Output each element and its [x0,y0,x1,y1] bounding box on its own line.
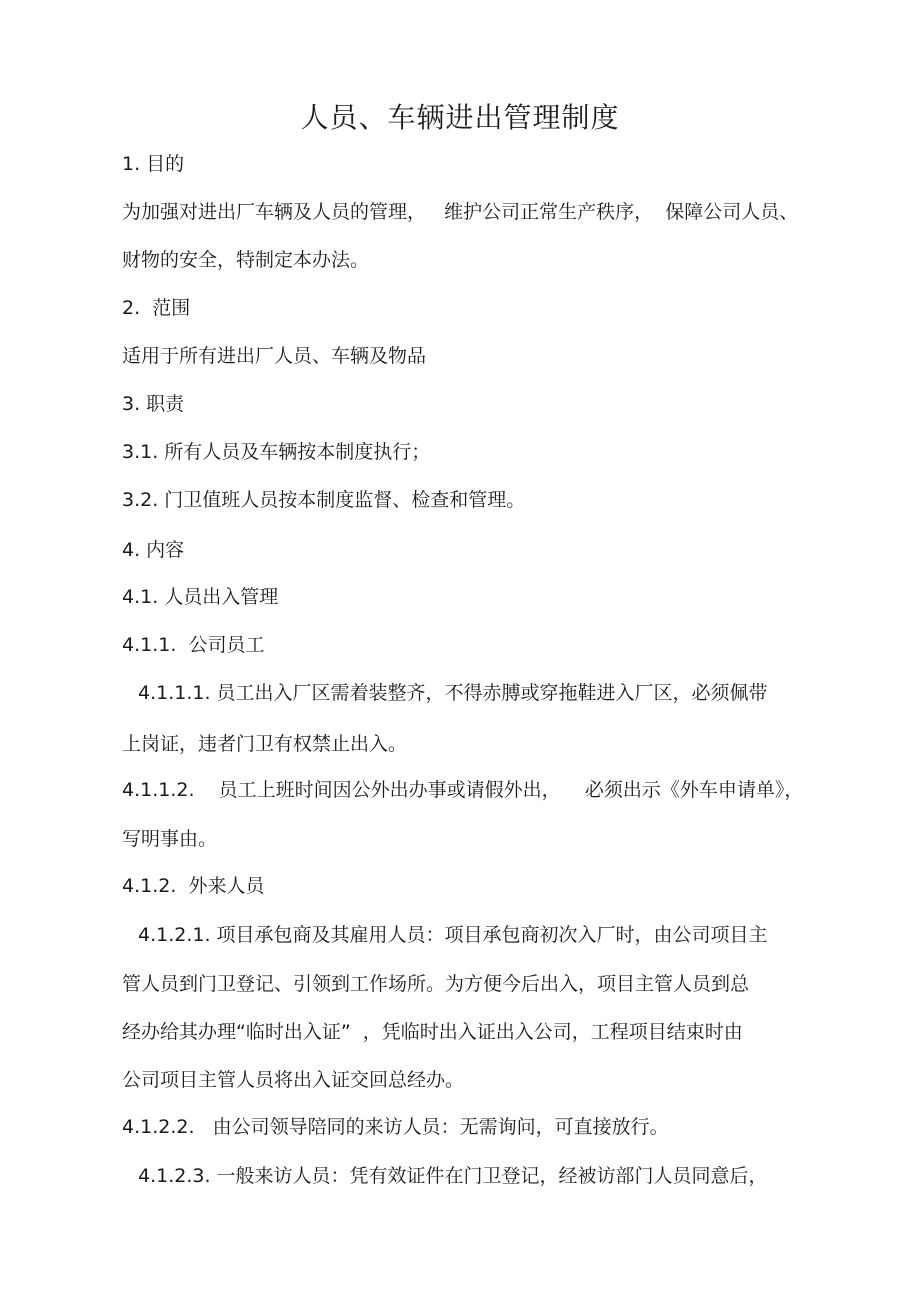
heading-scope: 2. 范围 [122,297,191,319]
paragraph-line: 管人员到门卫登记、引领到工作场所。为方便今后出入，项目主管人员到总 [122,973,750,995]
clause-line: 3.2. 门卫值班人员按本制度监督、检查和管理。 [122,489,526,511]
heading-content: 4. 内容 [122,539,185,561]
paragraph-line: 财物的安全，特制定本办法。 [122,249,370,271]
clause-line: 4.1.1.2. 员工上班时间因公外出办事或请假外出， 必须出示《外车申请单》， [122,779,804,801]
heading-responsibilities: 3. 职责 [122,393,185,415]
paragraph-line: 为加强对进出厂车辆及人员的管理， 维护公司正常生产秩序， 保障公司人员、 [122,201,799,223]
subheading-personnel: 4.1. 人员出入管理 [122,586,279,608]
paragraph-line: 适用于所有进出厂人员、车辆及物品 [122,345,427,367]
clause-line: 3.1. 所有人员及车辆按本制度执行； [122,441,431,463]
subheading-employees: 4.1.1. 公司员工 [122,634,265,656]
paragraph-line: 公司项目主管人员将出入证交回总经办。 [122,1069,465,1091]
clause-line: 4.1.2.1. 项目承包商及其雇用人员：项目承包商初次入厂时，由公司项目主 [138,924,768,946]
heading-purpose: 1. 目的 [122,153,185,175]
clause-line: 4.1.2.3. 一般来访人员：凭有效证件在门卫登记，经被访部门人员同意后， [138,1165,768,1187]
paragraph-line: 写明事由。 [122,828,218,850]
document-title: 人员、车辆进出管理制度 [300,101,620,134]
clause-line: 4.1.2.2. 由公司领导陪同的来访人员：无需询问，可直接放行。 [122,1116,669,1138]
clause-line: 4.1.1.1. 员工出入厂区需着装整齐，不得赤膊或穿拖鞋进入厂区，必须佩带 [138,682,768,704]
paragraph-line: 经办给其办理“临时出入证” ，凭临时出入证出入公司，工程项目结束时由 [122,1021,743,1043]
paragraph-line: 上岗证，违者门卫有权禁止出入。 [122,733,408,755]
subheading-visitors: 4.1.2. 外来人员 [122,875,265,897]
